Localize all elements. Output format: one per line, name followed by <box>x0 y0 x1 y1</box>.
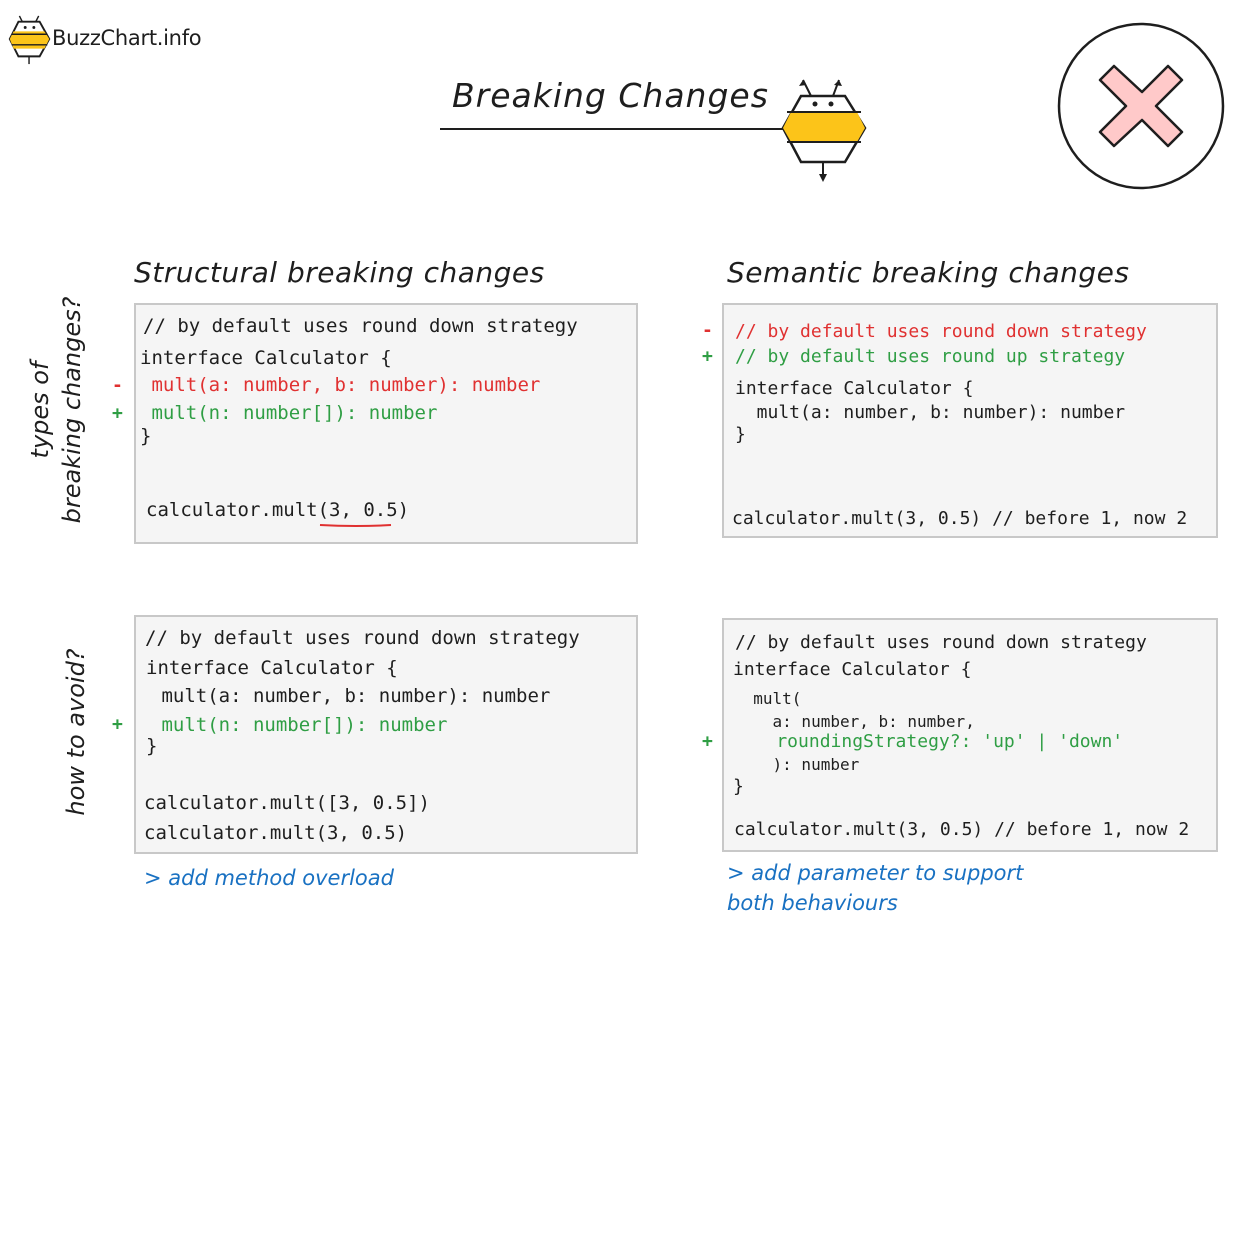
bee-logo-icon <box>8 14 52 66</box>
error-underline <box>318 521 394 529</box>
structural-column-title: Structural breaking changes <box>134 256 545 289</box>
code-removed-line: mult(a: number, b: number): number <box>140 374 541 396</box>
code-method: mult(a: number, b: number): number <box>735 402 1126 423</box>
added-marker: + <box>702 346 713 367</box>
row-label-avoid: how to avoid? <box>62 648 90 816</box>
code-mult-open: mult( <box>734 689 802 708</box>
code-call: calculator.mult(3, 0.5) <box>146 499 410 521</box>
add-parameter-note-line2: both behaviours <box>727 891 898 915</box>
added-marker: + <box>702 731 713 752</box>
code-mult-close: ): number <box>734 755 860 774</box>
code-removed-comment: // by default uses round down strategy <box>735 321 1147 342</box>
row-label-types <box>24 290 88 530</box>
code-call: calculator.mult(3, 0.5) // before 1, now 2 <box>734 819 1190 840</box>
code-close-brace: } <box>146 735 158 757</box>
code-close-brace: } <box>733 776 744 797</box>
removed-marker: - <box>112 375 123 396</box>
code-added-line: mult(n: number[]): number <box>150 714 448 736</box>
method-overload-note: > add method overload <box>144 866 394 890</box>
code-comment: // by default uses round down strategy <box>145 627 580 649</box>
code-call: calculator.mult(3, 0.5) <box>144 822 408 844</box>
code-comment: // by default uses round down strategy <box>735 632 1147 653</box>
semantic-fix-code-box <box>722 618 1218 852</box>
code-comment: // by default uses round down strategy <box>143 315 578 337</box>
structural-change-code-box <box>134 303 638 544</box>
code-method: mult(a: number, b: number): number <box>150 685 551 707</box>
code-interface: interface Calculator { <box>735 378 974 399</box>
row-label-types-line1: types of <box>26 361 54 459</box>
code-call: calculator.mult(3, 0.5) // before 1, now 2 <box>732 508 1188 529</box>
add-parameter-note-line1: > add parameter to support <box>727 861 1024 885</box>
add-parameter-note <box>727 858 1087 918</box>
removed-marker: - <box>702 320 713 341</box>
page-title: Breaking Changes <box>452 76 769 115</box>
code-added-line: mult(n: number[]): number <box>140 402 438 424</box>
code-interface: interface Calculator { <box>733 659 972 680</box>
bee-mascot-icon <box>775 74 871 186</box>
code-close-brace: } <box>735 424 746 445</box>
semantic-change-code-box <box>722 303 1218 538</box>
structural-fix-code-box <box>134 615 638 854</box>
code-added-param: roundingStrategy?: 'up' | 'down' <box>733 731 1124 752</box>
row-label-types-line2: breaking changes? <box>58 296 86 524</box>
title-underline <box>440 128 785 130</box>
x-mark-icon <box>1056 20 1228 192</box>
code-interface: interface Calculator { <box>146 657 398 679</box>
code-call-array: calculator.mult([3, 0.5]) <box>144 792 430 814</box>
semantic-column-title: Semantic breaking changes <box>727 256 1130 289</box>
brand-name[interactable]: BuzzChart.info <box>52 26 202 50</box>
code-interface: interface Calculator { <box>140 347 392 369</box>
code-close-brace: } <box>140 425 152 447</box>
added-marker: + <box>112 403 123 424</box>
added-marker: + <box>112 714 123 735</box>
code-params: a: number, b: number, <box>734 712 975 731</box>
code-added-comment: // by default uses round up strategy <box>735 346 1126 367</box>
